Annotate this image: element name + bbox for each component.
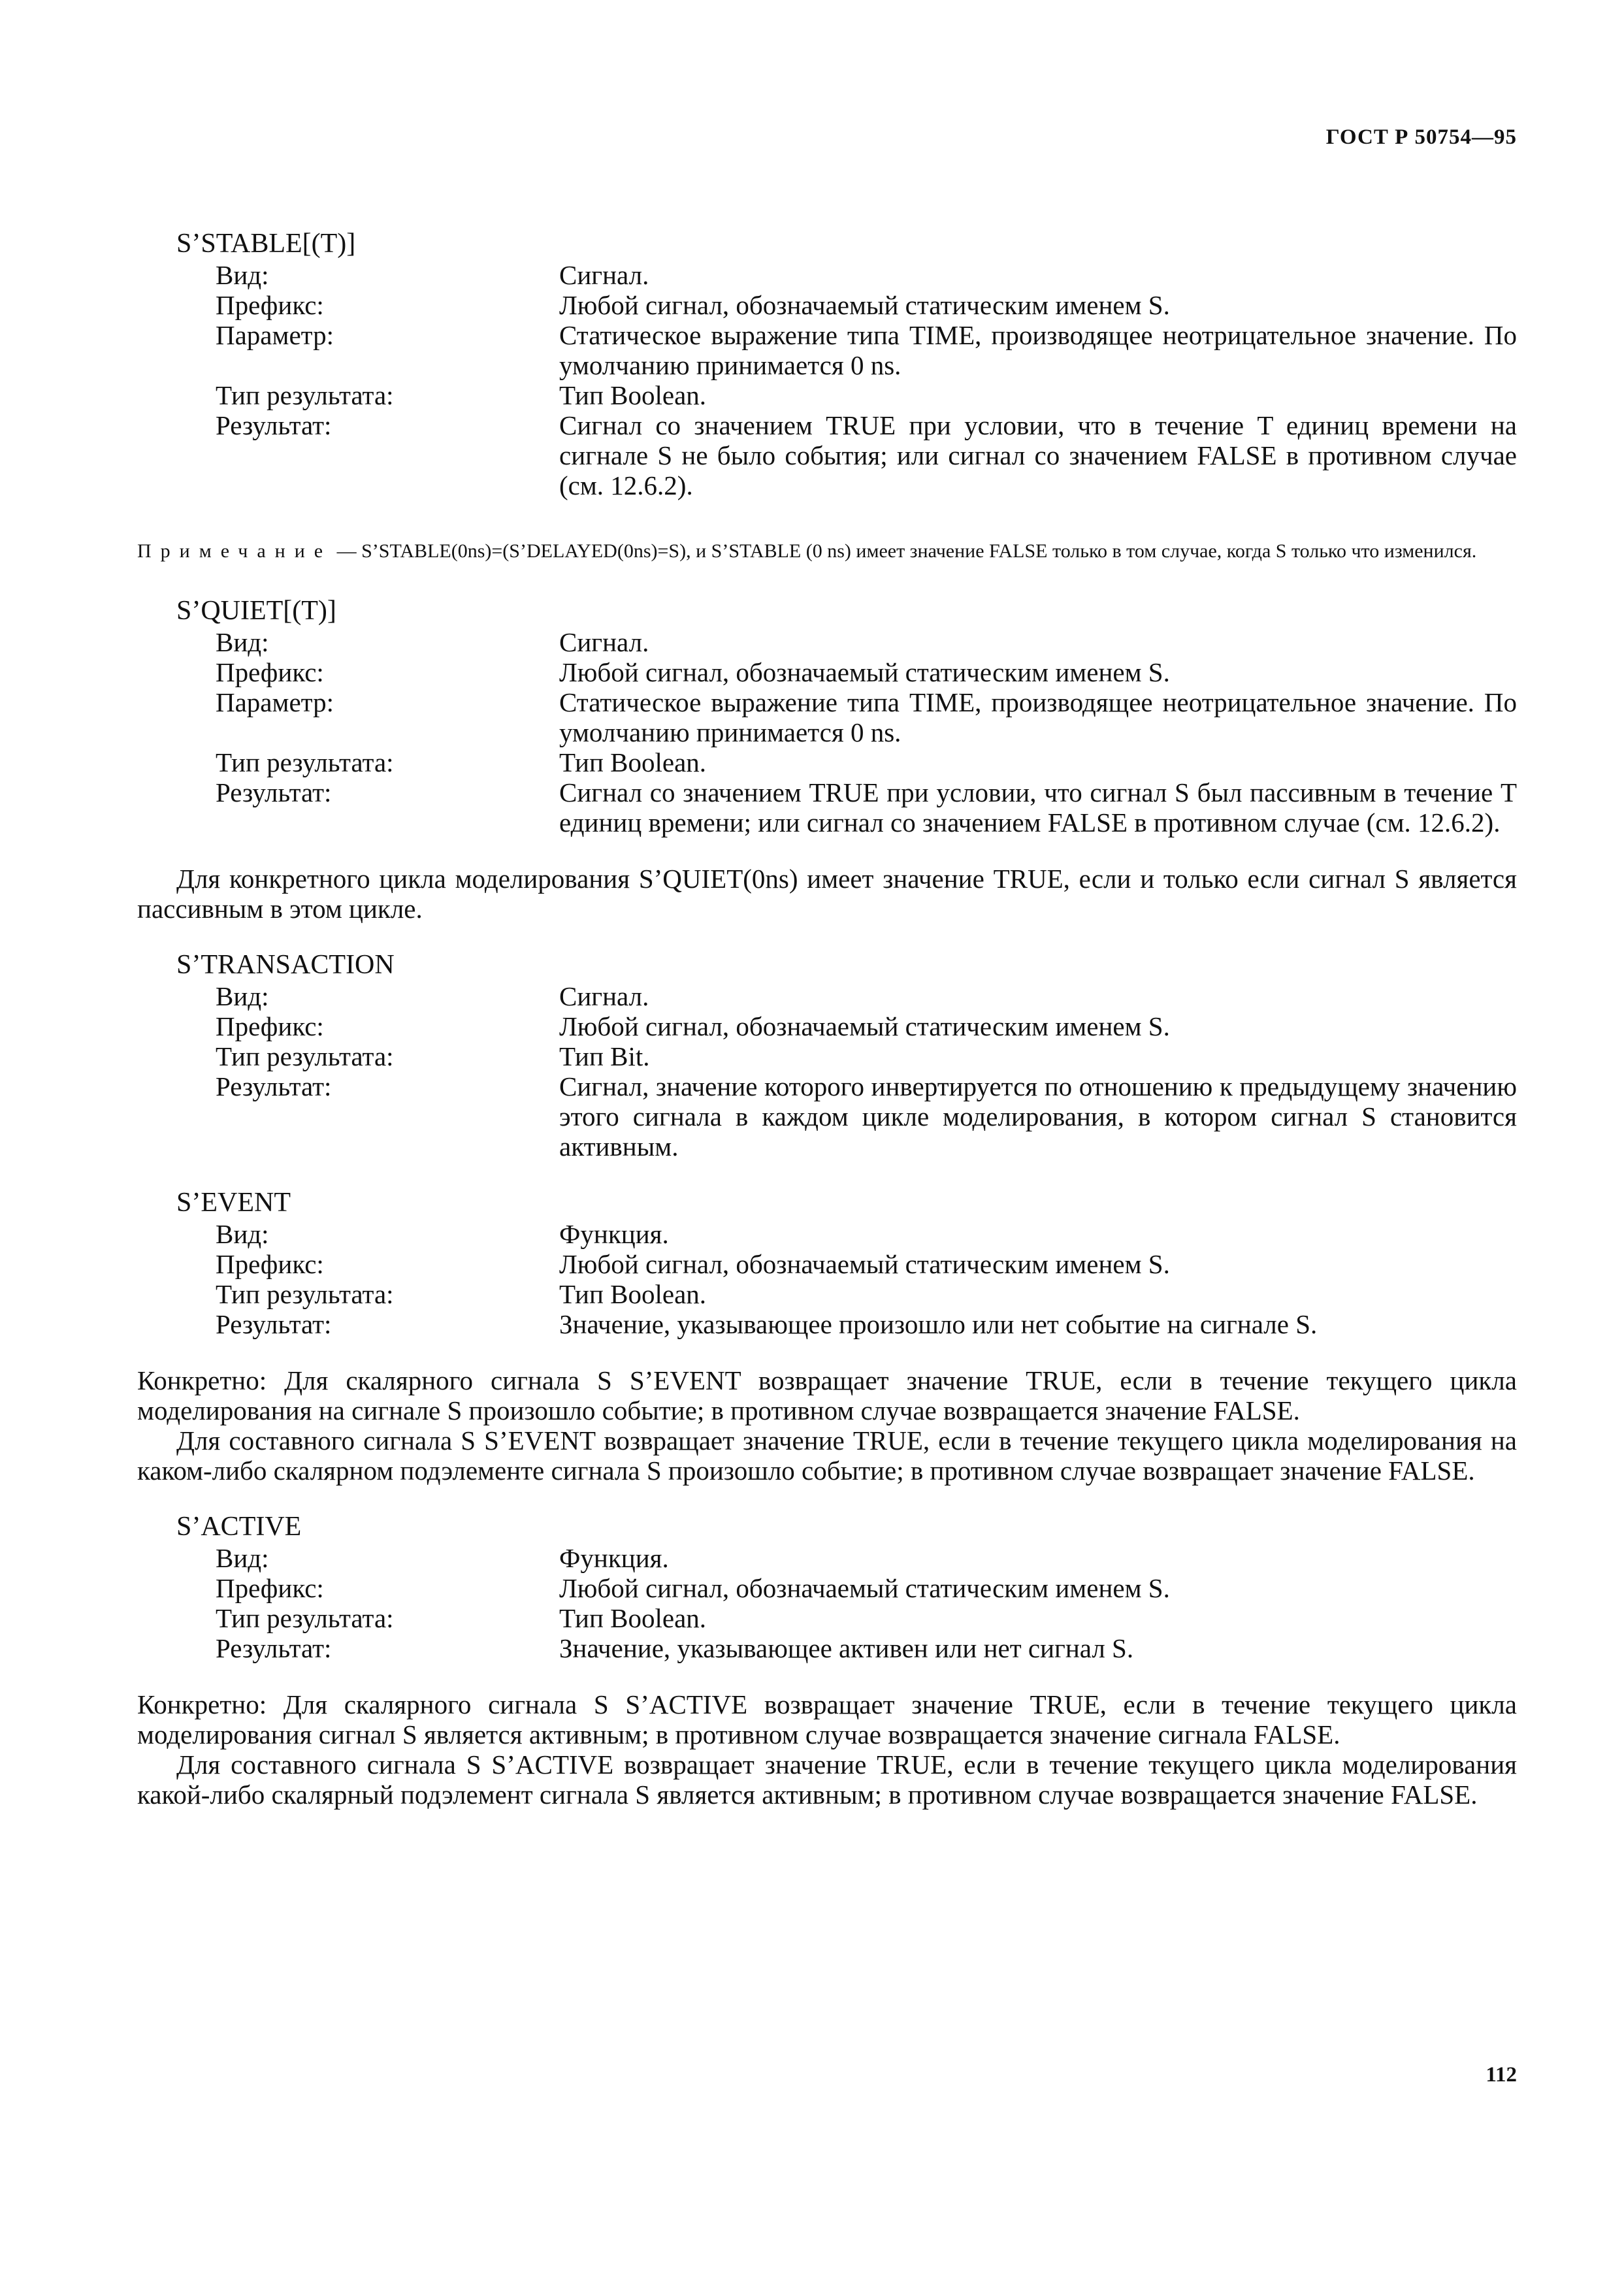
- attribute-row: [176, 380, 1517, 410]
- row-value: Сигнал.: [559, 260, 649, 290]
- row-label: Тип результата:: [216, 1041, 394, 1071]
- row-label: Результат:: [216, 777, 332, 807]
- paragraph: Для составного сигнала S S’EVENT возвращает значение TRUE, если в течение текущего цикла моделирования на каком-либо скалярном подэлементе сигнала S произошло событие; в противном случае возвращает значение FALSE.: [137, 1425, 1517, 1486]
- attribute-row: [176, 1603, 1517, 1633]
- paragraph: Для конкретного цикла моделирования S’QUIET(0ns) имеет значение TRUE, если и только если сигнал S является пассивным в этом цикле.: [137, 864, 1517, 924]
- attribute-row: [176, 1573, 1517, 1603]
- row-label: Тип результата:: [216, 1279, 394, 1309]
- attribute-stable: [176, 229, 1517, 500]
- row-value: Сигнал.: [559, 627, 649, 657]
- attribute-row: [176, 1071, 1517, 1162]
- row-label: Результат:: [216, 1309, 332, 1339]
- row-label: Вид:: [216, 627, 269, 657]
- row-value: Сигнал, значение которого инвертируется по отношению к предыдущему значению этого сигнала в каждом цикле моделирования, в котором сигнал S становится активным.: [559, 1071, 1517, 1162]
- attribute-row: [176, 657, 1517, 687]
- row-label: Префикс:: [216, 1249, 324, 1279]
- attribute-row: [176, 1041, 1517, 1071]
- row-label: Вид:: [216, 1543, 269, 1573]
- row-label: Префикс:: [216, 657, 324, 687]
- row-value: Статическое выражение типа TIME, производящее неотрицательное значение. По умолчанию принимается 0 ns.: [559, 320, 1517, 380]
- attribute-row: [176, 410, 1517, 500]
- row-label: Параметр:: [216, 320, 334, 350]
- attribute-row: [176, 1011, 1517, 1041]
- document-header: ГОСТ Р 50754—95: [1325, 125, 1517, 149]
- attribute-row: [176, 1249, 1517, 1279]
- row-value: Любой сигнал, обозначаемый статическим именем S.: [559, 1011, 1170, 1041]
- row-label: Вид:: [216, 981, 269, 1011]
- row-label: Результат:: [216, 1633, 332, 1663]
- row-value: Любой сигнал, обозначаемый статическим именем S.: [559, 1573, 1170, 1603]
- attribute-transaction: [176, 950, 1517, 1162]
- row-value: Любой сигнал, обозначаемый статическим именем S.: [559, 657, 1170, 687]
- note-text: — S’STABLE(0ns)=(S’DELAYED(0ns)=S), и S’STABLE (0 ns) имеет значение FALSE только в том случае, когда S только что изменился.: [332, 540, 1477, 562]
- attribute-row: [176, 747, 1517, 777]
- attribute-row: [176, 627, 1517, 657]
- row-value: Тип Bit.: [559, 1041, 650, 1071]
- row-value: Функция.: [559, 1219, 669, 1249]
- row-value: Любой сигнал, обозначаемый статическим именем S.: [559, 1249, 1170, 1279]
- row-value: Значение, указывающее активен или нет сигнал S.: [559, 1633, 1134, 1663]
- attribute-active: [176, 1512, 1517, 1663]
- row-value: Тип Boolean.: [559, 1603, 707, 1633]
- row-value: Функция.: [559, 1543, 669, 1573]
- paragraph: Конкретно: Для скалярного сигнала S S’EVENT возвращает значение TRUE, если в течение текущего цикла моделирования на сигнале S произошло событие; в противном случае возвращается значение FALSE.: [137, 1365, 1517, 1425]
- attribute-title: S’TRANSACTION: [176, 950, 395, 980]
- row-label: Тип результата:: [216, 1603, 394, 1633]
- attribute-row: [176, 1543, 1517, 1573]
- attribute-row: [176, 777, 1517, 838]
- paragraph: Для составного сигнала S S’ACTIVE возвращает значение TRUE, если в течение текущего цикла моделирования какой-либо скалярный подэлемент сигнала S является активным; в противном случае возвращается значение FALSE.: [137, 1749, 1517, 1810]
- row-value: Тип Boolean.: [559, 747, 707, 777]
- row-value: Значение, указывающее произошло или нет событие на сигнале S.: [559, 1309, 1318, 1339]
- note-head: Примечание: [137, 540, 333, 562]
- attribute-event: [176, 1188, 1517, 1339]
- paragraph: Конкретно: Для скалярного сигнала S S’ACTIVE возвращает значение TRUE, если в течение текущего цикла моделирования сигнал S является активным; в противном случае возвращается значение сигнала FALSE.: [137, 1689, 1517, 1749]
- note: [137, 540, 1517, 563]
- attribute-row: [176, 687, 1517, 747]
- row-value: Сигнал.: [559, 981, 649, 1011]
- attribute-row: [176, 1309, 1517, 1339]
- row-value: Тип Boolean.: [559, 1279, 707, 1309]
- attribute-row: [176, 1219, 1517, 1249]
- row-label: Тип результата:: [216, 380, 394, 410]
- row-label: Вид:: [216, 260, 269, 290]
- row-label: Вид:: [216, 1219, 269, 1249]
- attribute-row: [176, 290, 1517, 320]
- row-value: Сигнал со значением TRUE при условии, что сигнал S был пассивным в течение T единиц времени; или сигнал со значением FALSE в противном случае (см. 12.6.2).: [559, 777, 1517, 838]
- attribute-row: [176, 320, 1517, 380]
- row-label: Тип результата:: [216, 747, 394, 777]
- row-label: Префикс:: [216, 1011, 324, 1041]
- attribute-row: [176, 1279, 1517, 1309]
- row-value: Сигнал со значением TRUE при условии, что в течение T единиц времени на сигнале S не было события; или сигнал со значением FALSE в противном случае (см. 12.6.2).: [559, 410, 1517, 500]
- row-value: Любой сигнал, обозначаемый статическим именем S.: [559, 290, 1170, 320]
- row-label: Результат:: [216, 410, 332, 440]
- row-label: Префикс:: [216, 290, 324, 320]
- attribute-row: [176, 260, 1517, 290]
- row-value: Тип Boolean.: [559, 380, 707, 410]
- attribute-row: [176, 1633, 1517, 1663]
- row-value: Статическое выражение типа TIME, производящее неотрицательное значение. По умолчанию принимается 0 ns.: [559, 687, 1517, 747]
- row-label: Результат:: [216, 1071, 332, 1101]
- attribute-title: S’QUIET[(T)]: [176, 596, 336, 626]
- attribute-title: S’STABLE[(T)]: [176, 229, 356, 259]
- row-label: Префикс:: [216, 1573, 324, 1603]
- page-number: 112: [1486, 2063, 1517, 2087]
- row-label: Параметр:: [216, 687, 334, 717]
- page-body: [137, 229, 1517, 1810]
- attribute-title: S’EVENT: [176, 1188, 291, 1218]
- attribute-title: S’ACTIVE: [176, 1512, 302, 1542]
- attribute-row: [176, 981, 1517, 1011]
- attribute-quiet: [176, 596, 1517, 838]
